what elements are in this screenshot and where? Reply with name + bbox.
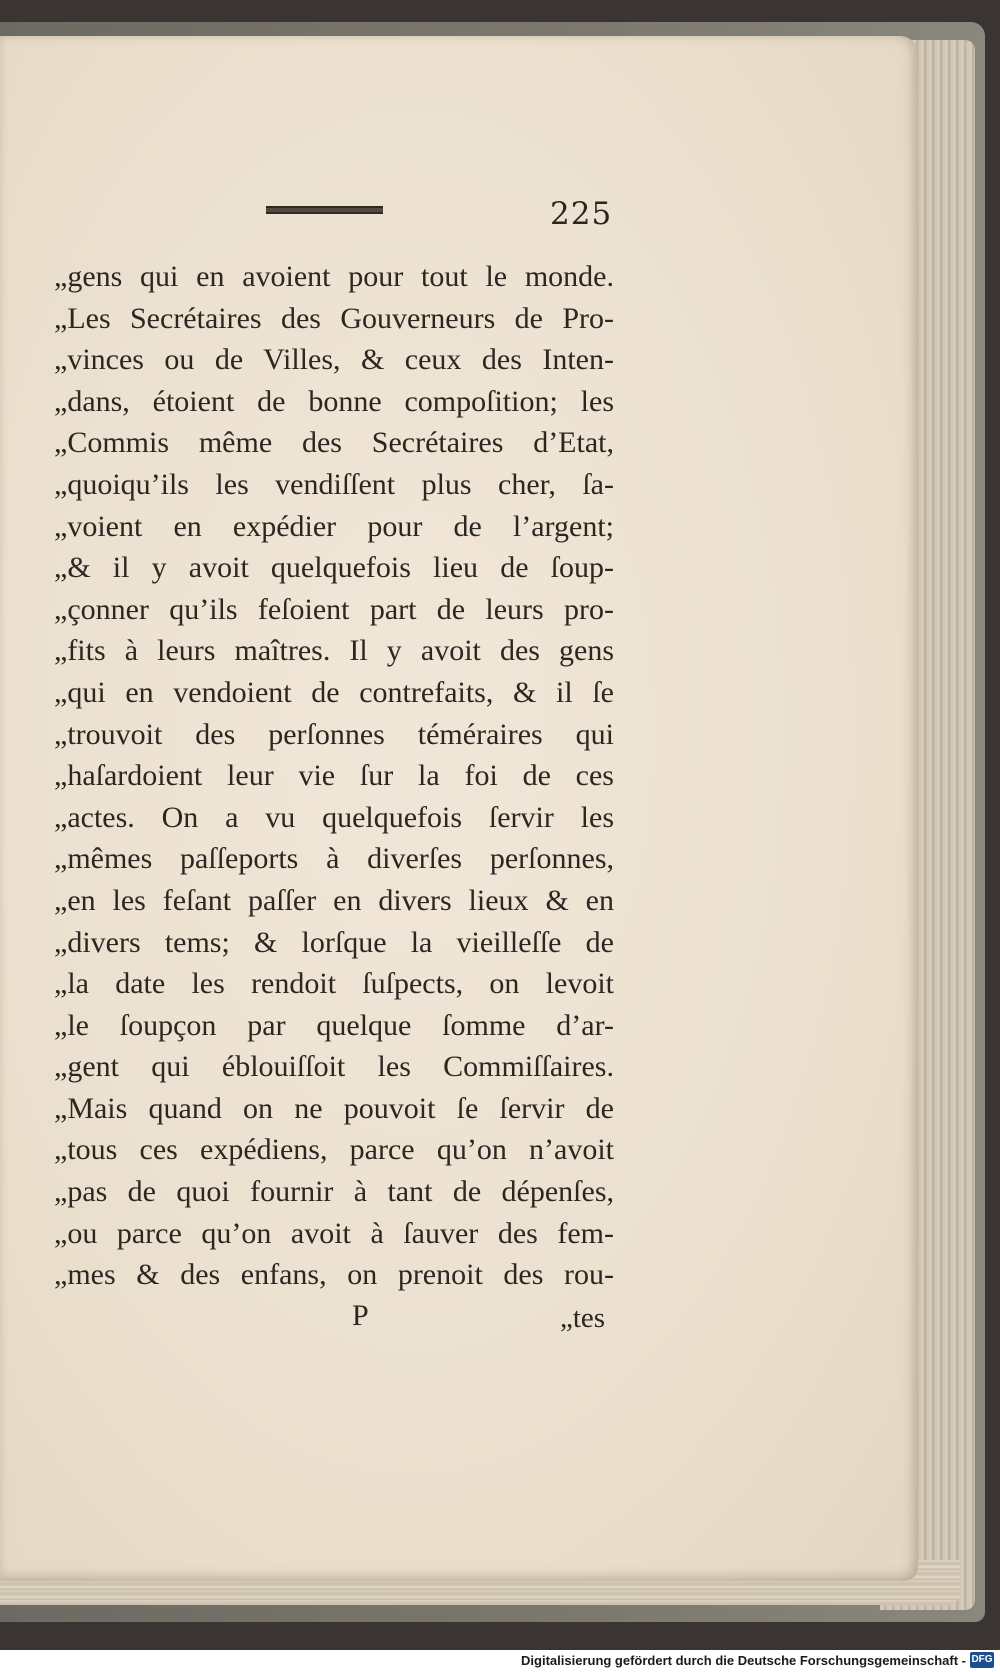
text-line: „divers tems; & lorſque la vieilleſſe de	[54, 925, 614, 959]
text-line: „haſardoient leur vie ſur la foi de ces	[54, 759, 614, 793]
text-line: „actes. On a vu quelquefois ſervir les	[54, 800, 614, 834]
page-number: 225	[550, 196, 613, 232]
text-line: „qui en vendoient de contrefaits, & il ſe	[54, 675, 614, 709]
text-line: „Commis même des Secrétaires d’Etat,	[54, 426, 614, 460]
signature-mark: P	[352, 1299, 369, 1332]
digitization-credit: Digitalisierung gefördert durch die Deutsche Forschungsgemeinschaft -	[521, 1653, 966, 1668]
body-text	[54, 256, 614, 1296]
text-line: „trouvoit des perſonnes téméraires qui	[54, 717, 614, 751]
text-line: „dans, étoient de bonne compoſition; les	[54, 384, 614, 418]
text-line: „quoiqu’ils les vendiſſent plus cher, ſa-	[54, 467, 614, 501]
text-line: „le ſoupçon par quelque ſomme d’ar-	[54, 1008, 614, 1042]
text-line: „tous ces expédiens, parce qu’on n’avoit	[54, 1133, 614, 1167]
text-line: „& il y avoit quelquefois lieu de ſoup-	[54, 551, 614, 585]
text-line: „voient en expédier pour de l’argent;	[54, 509, 614, 543]
text-line: „Les Secrétaires des Gouverneurs de Pro-	[54, 301, 614, 335]
text-line: „çonner qu’ils feſoient part de leurs pro-	[54, 592, 614, 626]
text-line: „vinces ou de Villes, & ceux des Inten-	[54, 343, 614, 377]
dfg-logo-icon: DFG	[970, 1652, 994, 1668]
text-line: „ou parce qu’on avoit à ſauver des fem-	[54, 1216, 614, 1250]
text-line: „pas de quoi fournir à tant de dépenſes,	[54, 1175, 614, 1209]
text-line: „gent qui éblouiſſoit les Commiſſaires.	[54, 1050, 614, 1084]
catchword: „tes	[560, 1302, 606, 1334]
header-rule	[266, 206, 383, 214]
text-line: „mes & des enfans, on prenoit des rou-	[54, 1258, 614, 1292]
text-line: „gens qui en avoient pour tout le monde.	[54, 260, 614, 293]
text-line: „la date les rendoit ſuſpects, on levoit	[54, 967, 614, 1001]
text-line: „mêmes paſſeports à diverſes perſonnes,	[54, 842, 614, 876]
text-line: „Mais quand on ne pouvoit ſe ſervir de	[54, 1091, 614, 1125]
text-line: „fits à leurs maîtres. Il y avoit des gens	[54, 634, 614, 668]
text-line: „en les feſant paſſer en divers lieux & en	[54, 883, 614, 917]
